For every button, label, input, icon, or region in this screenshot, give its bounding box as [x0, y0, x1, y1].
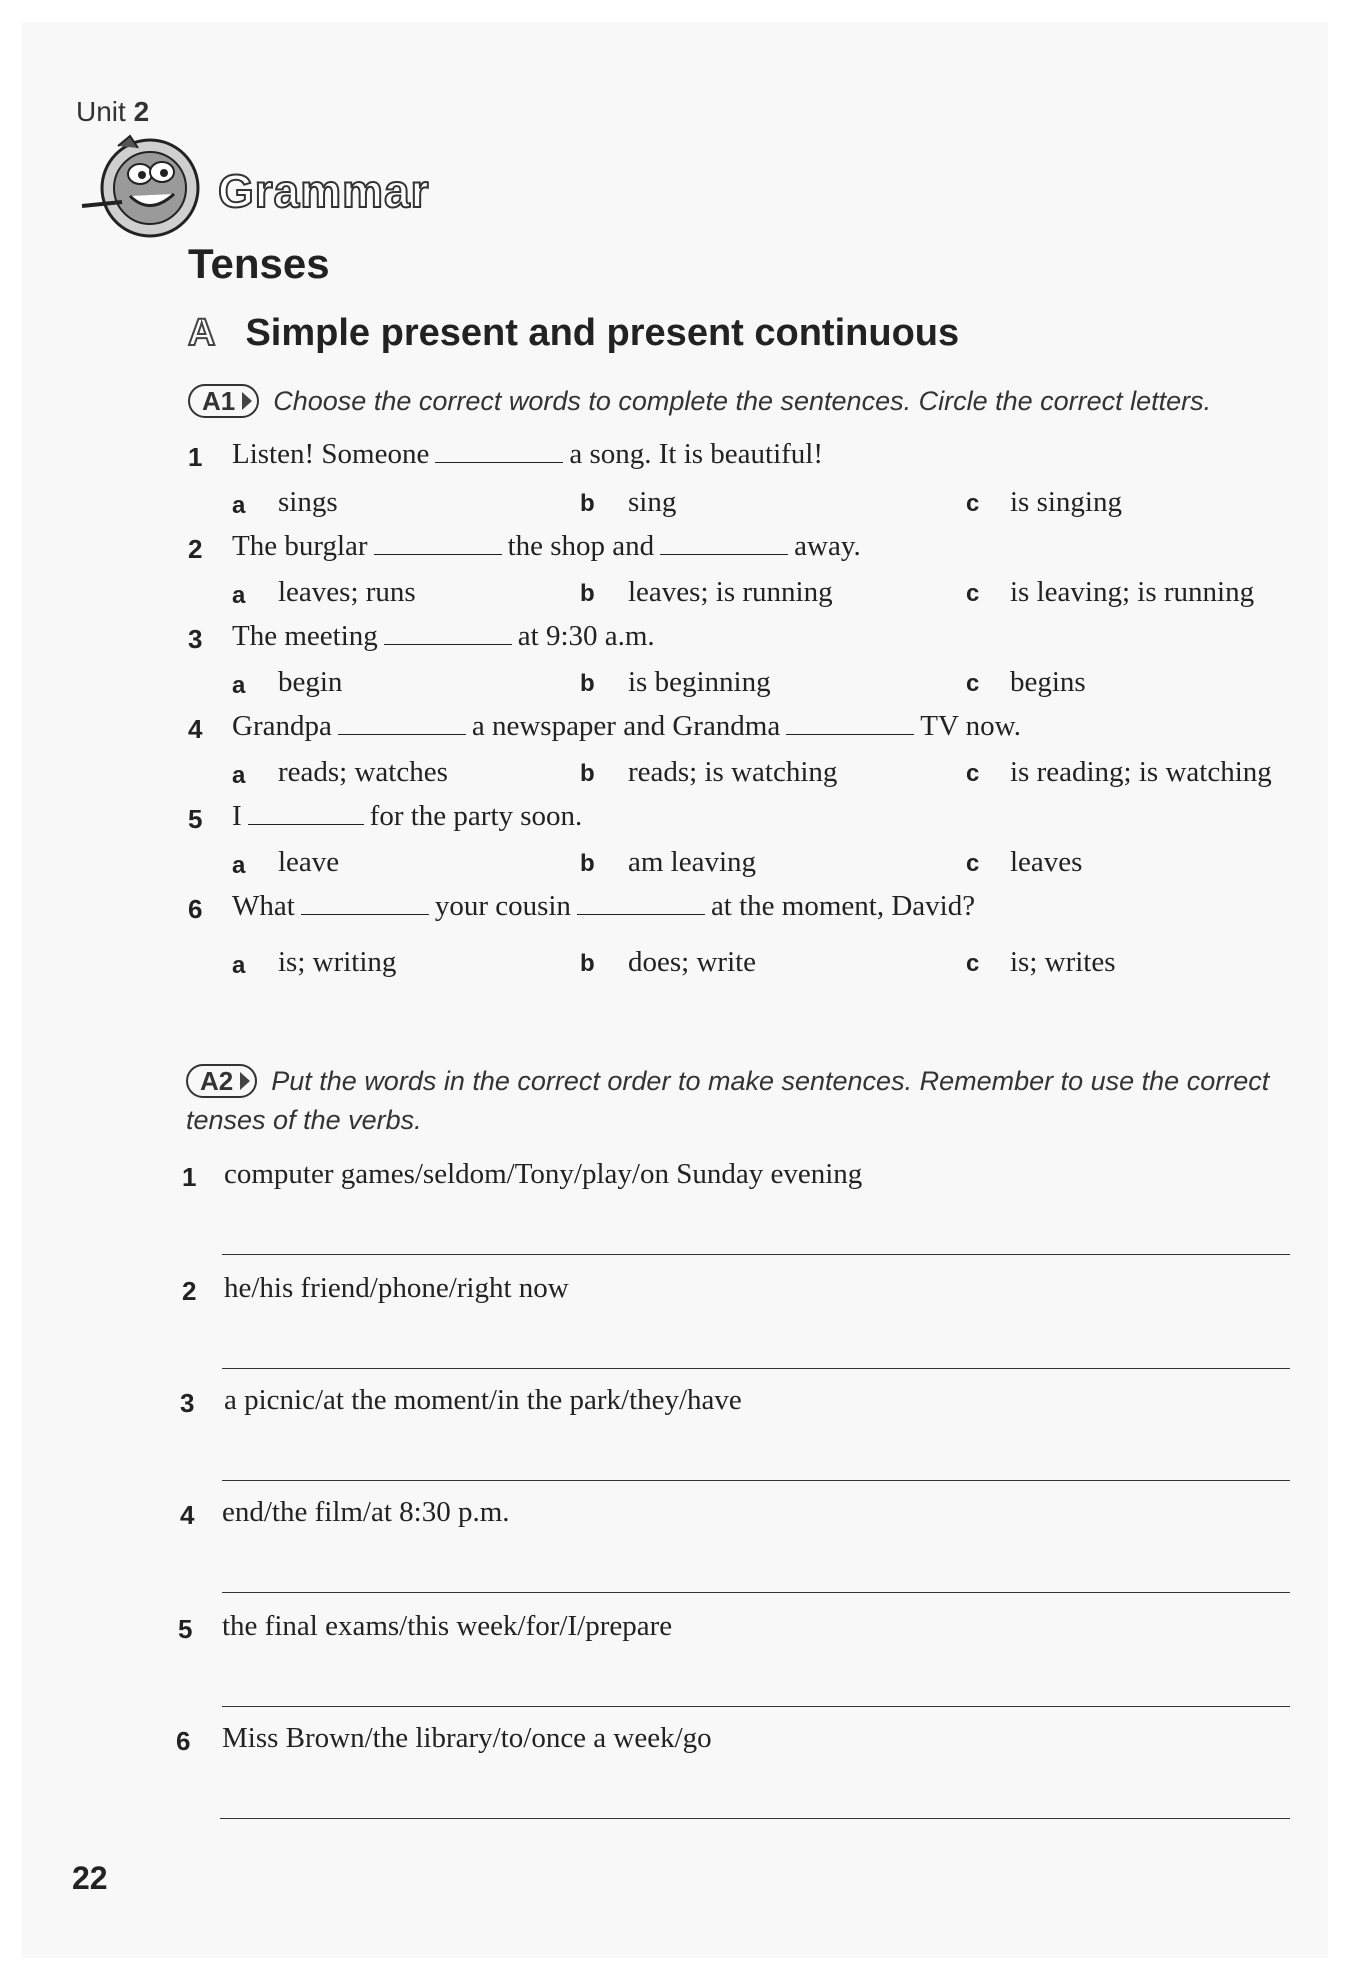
question-number: 6 [188, 894, 203, 924]
option-text[interactable]: is leaving; is running [1010, 576, 1255, 608]
unit-number: 2 [133, 96, 150, 127]
grammar-mascot-icon [78, 132, 208, 242]
option-text[interactable]: sing [628, 486, 677, 518]
option-text[interactable]: begin [278, 666, 343, 698]
subsection-title: Simple present and present continuous [245, 312, 960, 354]
answer-blank[interactable] [660, 532, 788, 555]
option-letter[interactable]: b [580, 580, 595, 607]
item-words: a picnic/at the moment/in the park/they/have [224, 1384, 742, 1416]
item-words: computer games/seldom/Tony/play/on Sunday evening [224, 1158, 863, 1190]
option-letter[interactable]: c [966, 580, 980, 607]
option-text[interactable]: is; writing [278, 946, 397, 978]
question-number: 4 [188, 714, 203, 744]
option-letter[interactable]: a [232, 582, 246, 609]
answer-blank[interactable] [374, 532, 502, 555]
question-number: 3 [188, 624, 203, 654]
question-number: 5 [188, 804, 203, 834]
option-letter[interactable]: b [580, 490, 595, 517]
exercise-a2-instruction: A2 Put the words in the correct order to make sentences. Remember to use the correct tenses of the verbs. [186, 1066, 1270, 1135]
option-text[interactable]: is; writes [1010, 946, 1116, 978]
answer-line[interactable] [222, 1254, 1290, 1255]
question-sentence: I for the party soon. [232, 800, 583, 832]
option-text[interactable]: reads; watches [278, 756, 448, 788]
item-words: end/the film/at 8:30 p.m. [222, 1496, 510, 1528]
option-letter[interactable]: a [232, 762, 246, 789]
exercise-badge-a1: A1 [188, 384, 259, 418]
option-text[interactable]: reads; is watching [628, 756, 838, 788]
answer-blank[interactable] [301, 892, 429, 915]
question-sentence: Grandpa a newspaper and Grandma TV now. [232, 710, 1021, 742]
answer-line[interactable] [220, 1818, 1290, 1819]
option-text[interactable]: is singing [1010, 486, 1122, 518]
topic-heading: Tenses [188, 240, 330, 287]
answer-line[interactable] [222, 1368, 1290, 1369]
answer-blank[interactable] [248, 802, 364, 825]
option-text[interactable]: leaves [1010, 846, 1083, 878]
option-letter[interactable]: c [966, 950, 980, 977]
option-letter[interactable]: a [232, 952, 246, 979]
option-text[interactable]: leaves; is running [628, 576, 833, 608]
option-letter[interactable]: a [232, 852, 246, 879]
unit-label: Unit 2 [76, 96, 150, 127]
answer-blank[interactable] [384, 622, 512, 645]
option-text[interactable]: sings [278, 486, 338, 518]
option-letter[interactable]: b [580, 760, 595, 787]
item-number: 3 [180, 1388, 195, 1418]
answer-line[interactable] [222, 1480, 1290, 1481]
option-text[interactable]: does; write [628, 946, 757, 978]
item-number: 1 [182, 1162, 197, 1192]
option-text[interactable]: begins [1010, 666, 1086, 698]
option-letter[interactable]: a [232, 492, 246, 519]
option-letter[interactable]: c [966, 490, 980, 517]
option-letter[interactable]: a [232, 672, 246, 699]
option-letter[interactable]: b [580, 670, 595, 697]
exercise-badge-a2: A2 [186, 1064, 257, 1098]
option-letter[interactable]: b [580, 950, 595, 977]
question-sentence: The burglar the shop and away. [232, 530, 861, 562]
page-number: 22 [72, 1860, 108, 1896]
item-words: the final exams/this week/for/I/prepare [222, 1610, 673, 1642]
question-number: 1 [188, 442, 203, 472]
section-heading-grammar: Grammar [218, 165, 430, 217]
answer-line[interactable] [222, 1592, 1290, 1593]
question-sentence: Listen! Someone a song. It is beautiful! [232, 438, 824, 470]
option-letter[interactable]: c [966, 670, 980, 697]
item-number: 6 [176, 1726, 191, 1756]
option-text[interactable]: is reading; is watching [1010, 756, 1272, 788]
question-sentence: The meeting at 9:30 a.m. [232, 620, 655, 652]
option-text[interactable]: am leaving [628, 846, 757, 878]
answer-blank[interactable] [786, 712, 914, 735]
option-letter[interactable]: b [580, 850, 595, 877]
subsection-heading [188, 312, 959, 355]
item-number: 2 [182, 1276, 197, 1306]
item-number: 5 [178, 1614, 193, 1644]
option-letter[interactable]: c [966, 850, 980, 877]
answer-blank[interactable] [435, 440, 563, 463]
option-text[interactable]: leave [278, 846, 340, 878]
exercise-a1-instruction: A1 Choose the correct words to complete the sentences. Circle the correct letters. [188, 384, 1308, 418]
question-number: 2 [188, 534, 203, 564]
item-words: he/his friend/phone/right now [224, 1272, 569, 1304]
answer-blank[interactable] [577, 892, 705, 915]
subsection-letter: A [188, 312, 216, 354]
answer-blank[interactable] [338, 712, 466, 735]
item-number: 4 [180, 1500, 195, 1530]
question-sentence: What your cousin at the moment, David? [232, 890, 976, 922]
option-text[interactable]: is beginning [628, 666, 771, 698]
item-words: Miss Brown/the library/to/once a week/go [222, 1722, 712, 1754]
option-letter[interactable]: c [966, 760, 980, 787]
answer-line[interactable] [222, 1706, 1290, 1707]
option-text[interactable]: leaves; runs [278, 576, 416, 608]
